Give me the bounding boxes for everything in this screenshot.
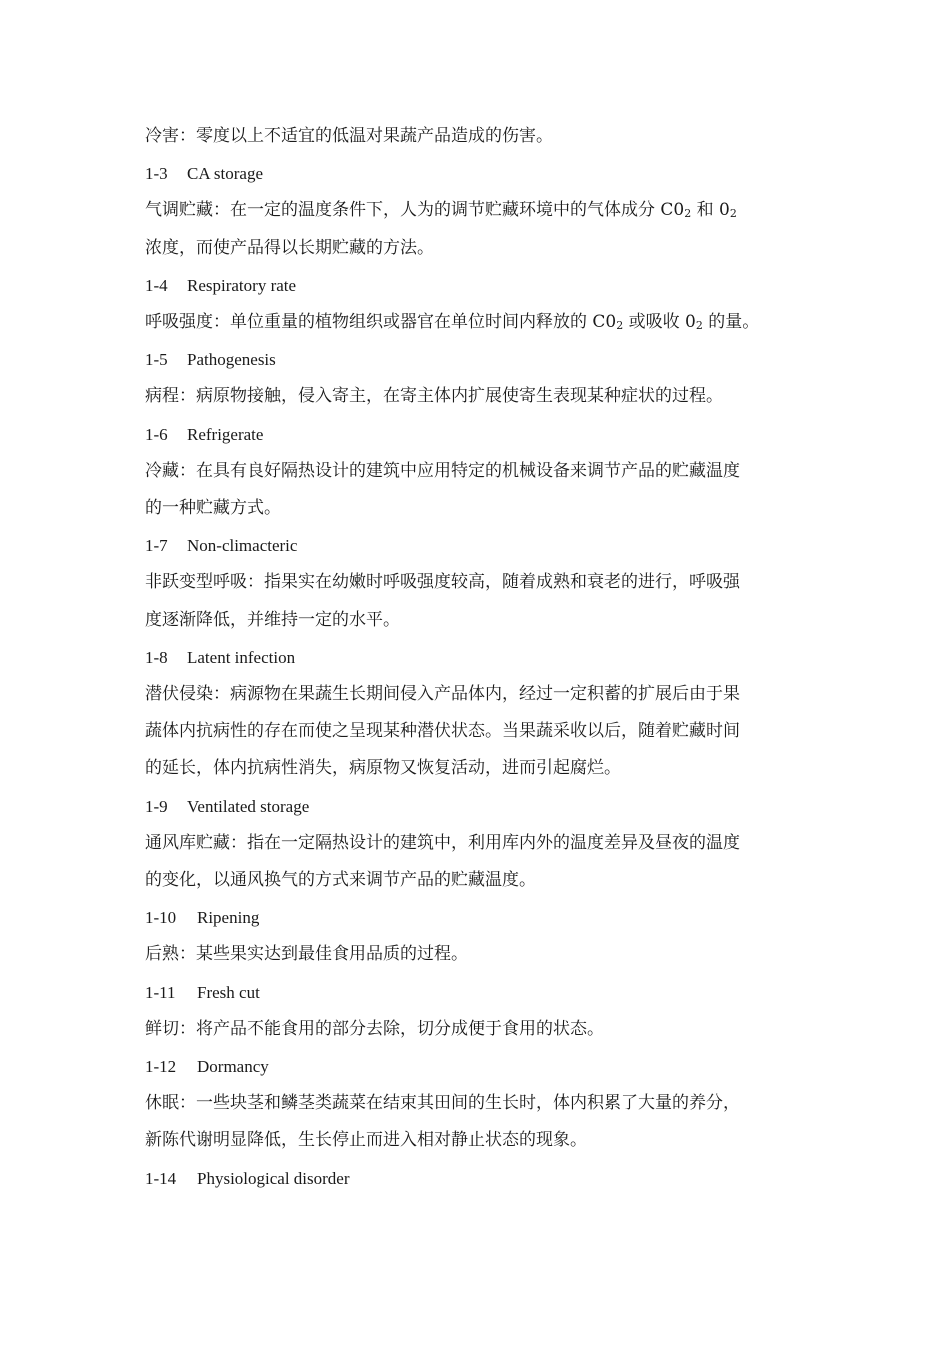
definition-1-12-line-2: 新陈代谢明显降低，生长停止而进入相对静止状态的现象。 [145, 1130, 587, 1151]
term-heading-1-6 [145, 416, 815, 453]
term-english: Respiratory rate [187, 275, 297, 295]
term-heading-1-4 [145, 267, 815, 304]
term-heading-1-10 [145, 899, 815, 936]
definition-1-11: 鲜切：将产品不能食用的部分去除，切分成便于食用的状态。 [145, 1018, 604, 1039]
term-number: 1-8 [145, 647, 168, 667]
term-number: 1-4 [145, 275, 168, 295]
definition-chilling-injury: 冷害：零度以上不适宜的低温对果蔬产品造成的伤害。 [145, 126, 553, 146]
term-heading-1-9 [145, 788, 815, 825]
term-number: 1-5 [145, 350, 168, 370]
term-heading-1-11 [145, 974, 815, 1011]
term-number: 1-10 [145, 908, 177, 928]
term-heading-1-3 [145, 155, 815, 192]
term-number: 1-7 [145, 536, 168, 556]
term-english: Dormancy [197, 1057, 269, 1077]
definition-1-7-line-2: 度逐渐降低，并维持一定的水平。 [145, 609, 400, 630]
term-number: 1-12 [145, 1057, 177, 1077]
term-english: Refrigerate [187, 424, 264, 444]
term-english: CA storage [187, 164, 264, 184]
term-number: 1-14 [145, 1168, 177, 1188]
term-english: Ripening [197, 908, 260, 928]
glossary-content [145, 118, 815, 1197]
term-english: Physiological disorder [197, 1168, 350, 1188]
definition-1-8-line-2: 蔬体内抗病性的存在而使之呈现某种潜伏状态。当果蔬采收以后，随着贮藏时间 [145, 721, 740, 742]
definition-1-10: 后熟：某些果实达到最佳食用品质的过程。 [145, 944, 468, 965]
term-english: Ventilated storage [187, 796, 310, 816]
term-heading-1-8 [145, 639, 815, 676]
definition-1-3-line-1: 气调贮藏：在一定的温度条件下，人为的调节贮藏环境中的气体成分 $C0_2$ 和 $0_2$ [145, 200, 737, 221]
term-english: Non-climacteric [187, 536, 298, 556]
definition-1-7-line-1: 非跃变型呼吸：指果实在幼嫩时呼吸强度较高，随着成熟和衰老的进行，呼吸强 [145, 572, 740, 593]
term-english: Fresh cut [197, 982, 260, 1002]
definition-1-3-line-2: 浓度，而使产品得以长期贮藏的方法。 [145, 237, 434, 258]
definition-1-9-line-2: 的变化，以通风换气的方式来调节产品的贮藏温度。 [145, 870, 536, 891]
term-heading-1-14 [145, 1160, 815, 1197]
term-number: 1-6 [145, 424, 168, 444]
definition-1-8-line-3: 的延长，体内抗病性消失，病原物又恢复活动，进而引起腐烂。 [145, 758, 621, 779]
term-heading-1-12 [145, 1048, 815, 1085]
term-number: 1-3 [145, 164, 168, 184]
definition-1-12-line-1: 休眠：一些块茎和鳞茎类蔬菜在结束其田间的生长时，体内积累了大量的养分， [145, 1093, 740, 1114]
term-heading-1-7 [145, 527, 815, 564]
term-heading-1-5 [145, 341, 815, 378]
definition-1-9-line-1: 通风库贮藏：指在一定隔热设计的建筑中，利用库内外的温度差异及昼夜的温度 [145, 832, 740, 853]
term-english: Pathogenesis [187, 350, 276, 370]
definition-1-8-line-1: 潜伏侵染：病源物在果蔬生长期间侵入产品体内，经过一定积蓄的扩展后由于果 [145, 684, 740, 705]
definition-1-5: 病程：病原物接触，侵入寄主，在寄主体内扩展使寄生表现某种症状的过程。 [145, 386, 723, 407]
definition-1-6-line-2: 的一种贮藏方式。 [145, 498, 281, 519]
definition-1-6-line-1: 冷藏：在具有良好隔热设计的建筑中应用特定的机械设备来调节产品的贮藏温度 [145, 460, 740, 481]
term-number: 1-11 [145, 982, 176, 1002]
term-english: Latent infection [187, 647, 296, 667]
term-number: 1-9 [145, 796, 168, 816]
definition-1-4: 呼吸强度：单位重量的植物组织或器官在单位时间内释放的 $C0_2$ 或吸收 $0_2$ 的量。 [145, 312, 760, 333]
